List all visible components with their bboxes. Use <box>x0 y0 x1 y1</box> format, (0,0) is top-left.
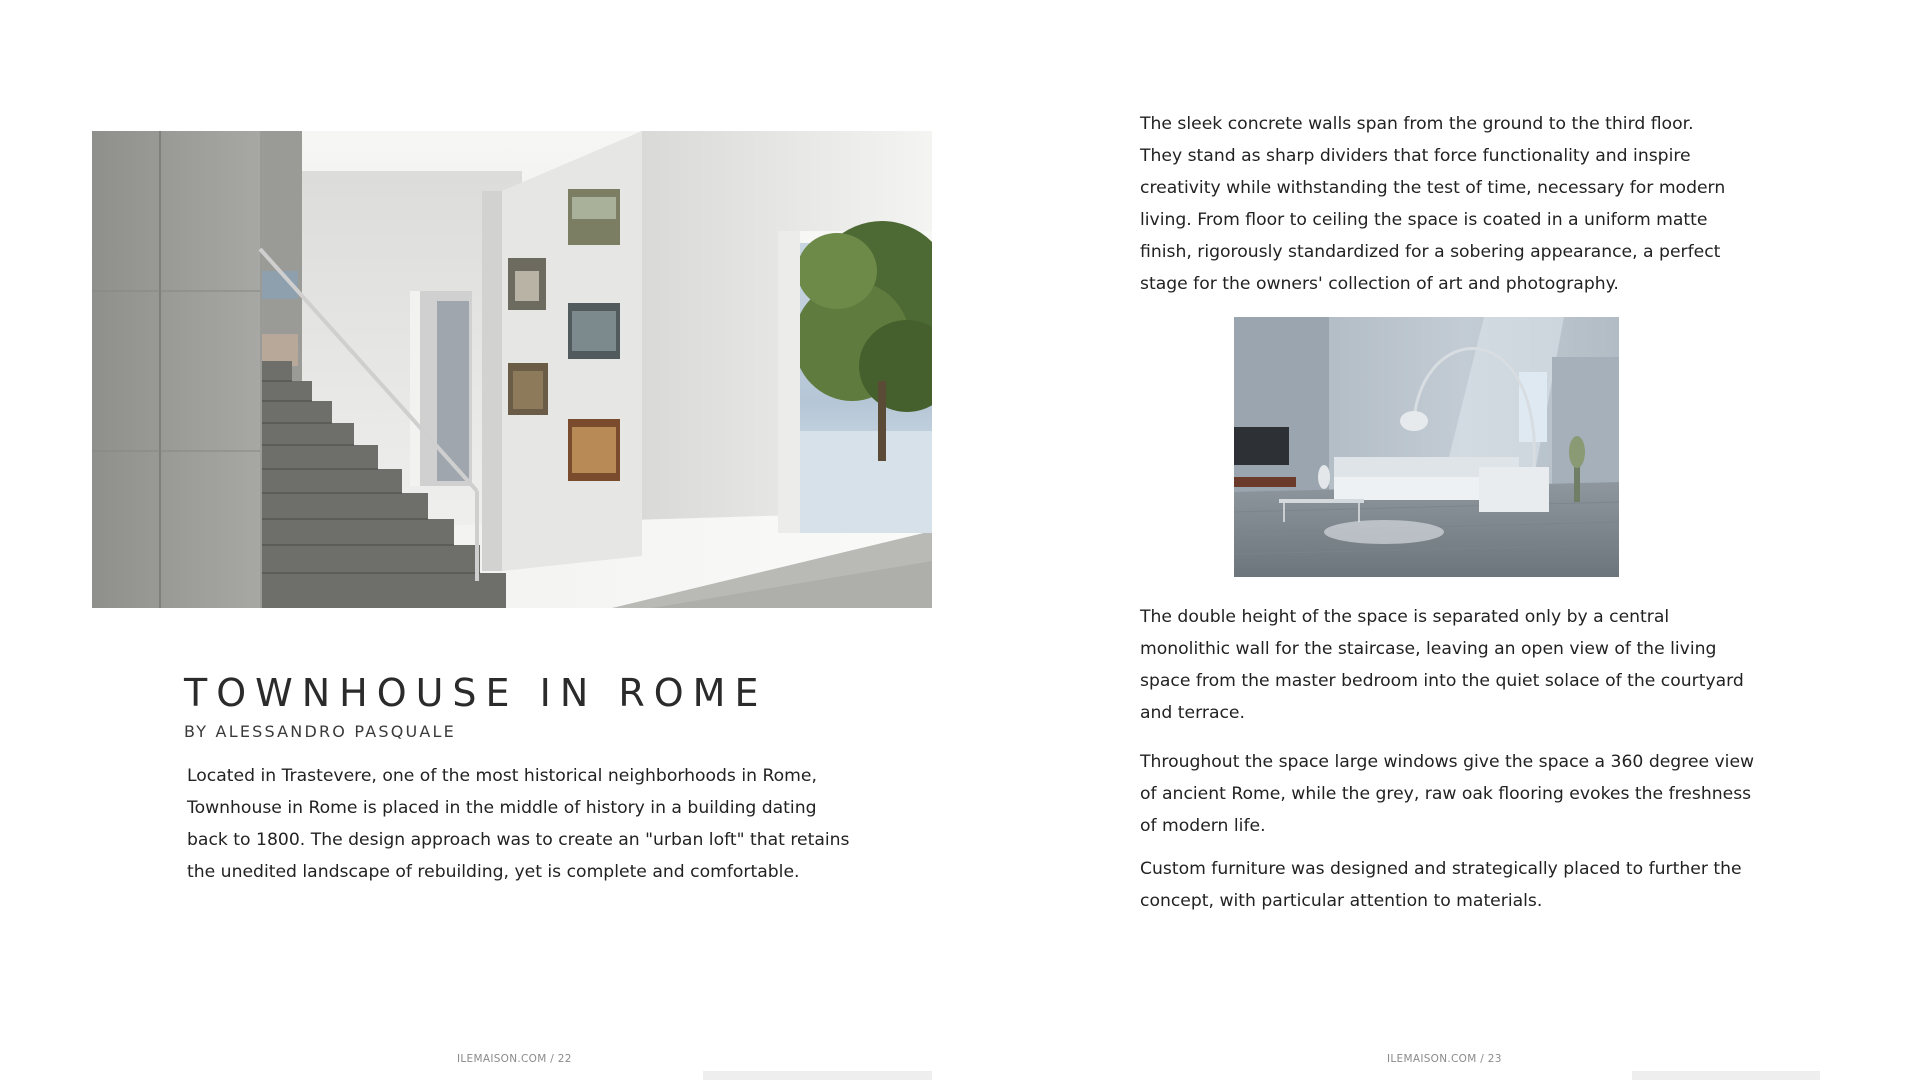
paragraph-line: creativity while withstanding the test of time, necessary for modern <box>1140 178 1726 198</box>
paragraph-line: and terrace. <box>1140 703 1245 723</box>
hero-photo-illustration <box>92 131 932 608</box>
paragraph-line: living. From floor to ceiling the space is coated in a uniform matte <box>1140 210 1708 230</box>
right-page <box>960 0 1920 1080</box>
paragraph-line: Custom furniture was designed and strategically placed to further the <box>1140 859 1742 879</box>
paragraph-line: of modern life. <box>1140 816 1266 836</box>
title-block <box>184 670 884 742</box>
intro-paragraph <box>187 760 867 888</box>
paragraph-line: space from the master bedroom into the quiet solace of the courtyard <box>1140 671 1744 691</box>
body-paragraph-1 <box>1140 108 1760 300</box>
paragraph-line: of ancient Rome, while the grey, raw oak flooring evokes the freshness <box>1140 784 1752 804</box>
paragraph-line: They stand as sharp dividers that force functionality and inspire <box>1140 146 1691 166</box>
article-byline: BY ALESSANDRO PASQUALE <box>184 722 456 741</box>
page-corner-strip <box>1632 1071 1820 1080</box>
body-paragraph-3 <box>1140 746 1760 842</box>
intro-line: Located in Trastevere, one of the most historical neighborhoods in Rome, <box>187 766 817 786</box>
article-title: TOWNHOUSE IN ROME <box>184 671 768 715</box>
paragraph-line: Throughout the space large windows give the space a 360 degree view <box>1140 752 1755 772</box>
page-number-left: ILEMAISON.COM / 22 <box>457 1053 572 1065</box>
page-number-right: ILEMAISON.COM / 23 <box>1387 1053 1502 1065</box>
body-paragraph-2 <box>1140 601 1760 729</box>
intro-line: Townhouse in Rome is placed in the middle of history in a building dating <box>187 798 817 818</box>
page-corner-strip <box>703 1071 932 1080</box>
paragraph-line: stage for the owners' collection of art and photography. <box>1140 274 1619 294</box>
paragraph-line: monolithic wall for the staircase, leaving an open view of the living <box>1140 639 1717 659</box>
intro-line: the unedited landscape of rebuilding, yet is complete and comfortable. <box>187 862 800 882</box>
living-room-illustration <box>1234 317 1619 577</box>
paragraph-line: concept, with particular attention to materials. <box>1140 891 1543 911</box>
body-paragraph-4 <box>1140 853 1760 917</box>
living-room-photo <box>1234 317 1619 577</box>
intro-line: back to 1800. The design approach was to create an "urban loft" that retains <box>187 830 850 850</box>
hero-photo <box>92 131 932 608</box>
paragraph-line: The double height of the space is separated only by a central <box>1140 607 1670 627</box>
paragraph-line: The sleek concrete walls span from the ground to the third floor. <box>1140 114 1694 134</box>
paragraph-line: finish, rigorously standardized for a sobering appearance, a perfect <box>1140 242 1721 262</box>
